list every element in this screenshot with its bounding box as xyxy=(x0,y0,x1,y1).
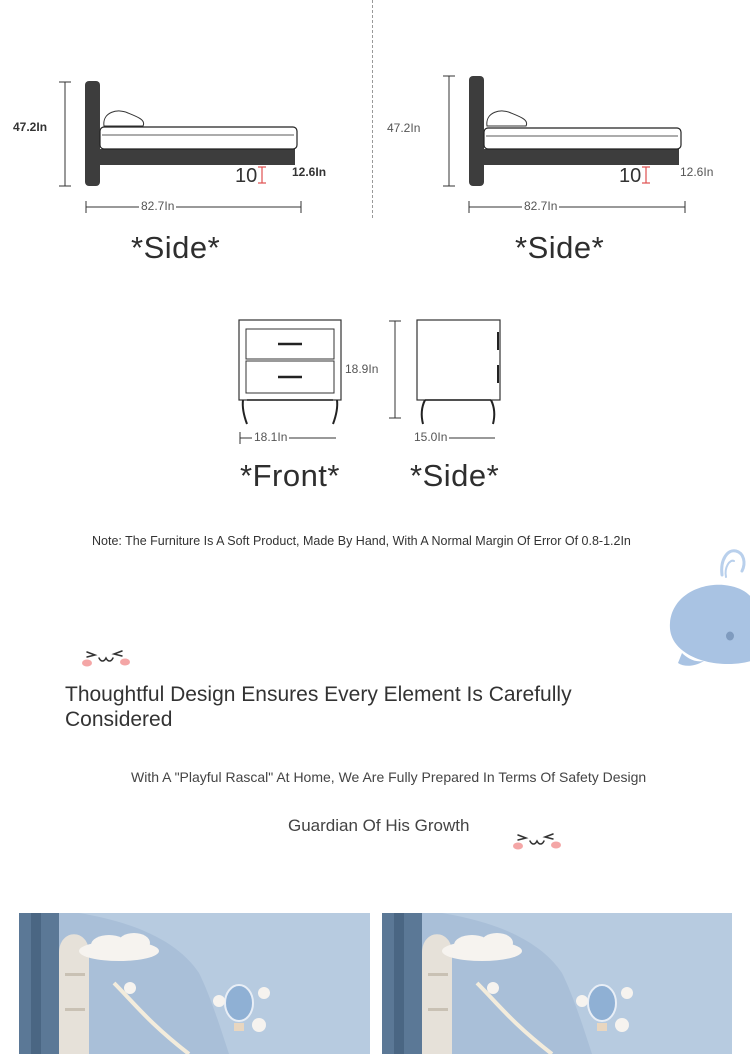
bed-height-label: 47.2In xyxy=(13,120,48,134)
bed-height-label: 47.2In xyxy=(387,121,421,135)
nightstand-front-diagram xyxy=(230,310,390,500)
bed-side-diagram-right xyxy=(372,60,750,280)
bed-side-caption: *Side* xyxy=(515,230,605,265)
kids-room-illustration xyxy=(19,913,370,1054)
room-photo-right xyxy=(382,913,732,1054)
bed-frame-height-label: 12.6In xyxy=(680,165,714,179)
nightstand-side-caption: *Side* xyxy=(410,458,500,493)
nightstand-side-drawing xyxy=(385,310,525,450)
nightstand-side-diagram xyxy=(385,310,525,500)
nightstand-height-label: 18.9In xyxy=(345,362,379,376)
nightstand-front-drawing xyxy=(230,310,390,450)
section-heading: Thoughtful Design Ensures Every Element Is Carefully Considered xyxy=(65,683,572,731)
section-tagline: Guardian Of His Growth xyxy=(288,816,470,835)
bed-side-diagram-left xyxy=(0,60,372,280)
smiley-face-icon xyxy=(79,646,135,670)
smiley-face-icon xyxy=(510,829,566,853)
bed-frame-height-label: 12.6In xyxy=(292,165,327,179)
bed-side-caption: *Side* xyxy=(131,230,221,265)
bed-clearance-number: 10 xyxy=(619,165,642,187)
bed-length-label: 82.7In xyxy=(141,199,175,213)
room-photo-left xyxy=(19,913,370,1054)
section-subtext: With A "Playful Rascal" At Home, We Are Fully Prepared In Terms Of Safety Design xyxy=(131,769,647,785)
bed-clearance-number: 10 xyxy=(235,165,258,187)
whale-icon xyxy=(664,545,750,675)
nightstand-width-label: 18.1In xyxy=(254,430,288,444)
bed-length-label: 82.7In xyxy=(524,199,558,213)
bed-side-drawing-left xyxy=(0,60,372,220)
nightstand-depth-label: 15.0In xyxy=(414,430,448,444)
bed-side-drawing-right xyxy=(372,60,750,220)
error-margin-note: Note: The Furniture Is A Soft Product, Made By Hand, With A Normal Margin Of Error Of 0.8-1.2In xyxy=(92,534,631,548)
nightstand-front-caption: *Front* xyxy=(240,458,340,493)
kids-room-illustration xyxy=(382,913,732,1054)
